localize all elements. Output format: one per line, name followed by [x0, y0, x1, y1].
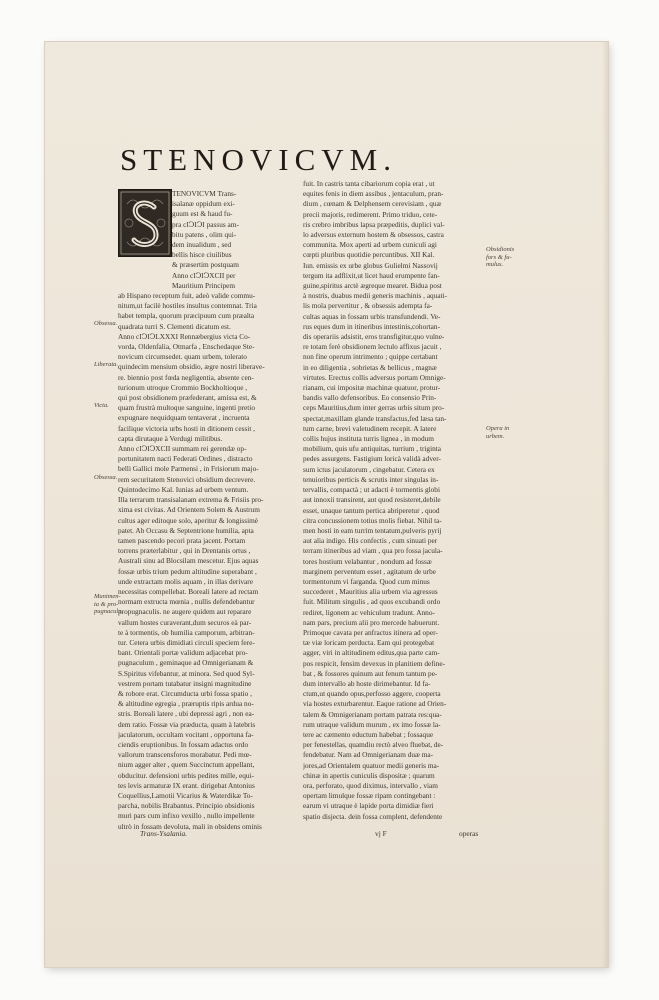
text-line: capta dirutaque à Verdugi militibus. — [118, 433, 223, 443]
text-line: vorda, Oldenfalia, Otmarfa , Enschedaque Ste- — [118, 342, 255, 352]
text-line: nium agger alter , quem Succinctum appellant, — [118, 760, 255, 770]
text-line: & præsertim postquam — [172, 260, 239, 270]
text-line: ctum,ut quando opus,perfosso aggere, cooperta — [303, 689, 441, 699]
text-line: cœpti pluribus quotidie percuntibus. XII Kal. — [303, 250, 435, 260]
text-line: vestrem portam tutabatur insigni magnitudine — [118, 678, 252, 688]
text-line: cultus ager editoque solo, aperitur & longissimè — [118, 515, 259, 525]
text-line: Quintodecimo Kal. Iunias ad urbem ventum. — [118, 484, 249, 494]
text-line: dis operariis adsistit, eros transfigitur,quo vulne- — [303, 332, 445, 342]
text-line: fossæ urbis trium pedum altitudine superabant , — [118, 566, 257, 576]
text-line: fendebatur. Nam ad Omnigerianam duæ ma- — [303, 750, 434, 760]
text-line: isalanæ oppidum exi- — [172, 199, 235, 209]
margin-note-liberata: Liberata. — [94, 361, 119, 368]
text-line: facilique victoria urbs hosti in ditionem cessit , — [118, 423, 255, 433]
text-line: opertam limulque fossæ ripam contingebant : — [303, 791, 436, 801]
text-line: habet templa, quorum præcipuum cum præalta — [118, 311, 255, 321]
text-line: propugnaculis. ne augere quidem aut reparare — [118, 607, 252, 617]
text-line: bat , & fossores quinum aut fenum tantum pe- — [303, 668, 438, 678]
text-line: pos respicit, fensim devexus in planitiem define- — [303, 658, 446, 668]
text-line: tæ viæ loricam perducta. Eam qui protegebat — [303, 638, 435, 648]
text-line: talem & Omnigerianam portam patrata res:qua- — [303, 709, 442, 719]
text-line: TENOVICVM Trans- — [172, 189, 237, 198]
text-line: esset, unaque tantum pertica abriperetur , quod — [303, 505, 440, 515]
text-line: & robore erat. Circumducta urbi fossa spatio , — [118, 688, 252, 698]
text-line: tenuioribus perticis & scrutis inter singulas in- — [303, 474, 439, 484]
text-line: quindecim mensium obsidio, ægre nostri liberave- — [118, 362, 265, 372]
text-line: quadrata turri S. Clementi dicatum est. — [118, 321, 231, 331]
text-line: tergum ita adflixit,ut licet haud erumpente fan- — [303, 270, 440, 280]
catchword-left: Trans-Ysalania. — [140, 829, 188, 838]
text-line: lis mola pervertitur , & obsessis adempta fa- — [303, 301, 433, 311]
text-line: fuit. Militum singulis , ad quos excubandi ordo — [303, 597, 441, 607]
text-line: normam extructa mœnia , nullis defendebantur — [118, 597, 255, 607]
text-line: Iun. emissis ex urbe globus Gulielmi Nassovij — [303, 260, 438, 270]
text-line: tamen pascendo pecori prata jacent. Portam — [118, 535, 246, 545]
text-line: chinæ in apertis cuniculis dispositæ ; quarum — [303, 770, 435, 780]
text-line: ab Hispano receptum fuit, adeò valide commu- — [118, 291, 256, 301]
text-line: re totam ferè obsidionem lectulo affixus jacuit , — [303, 342, 442, 352]
text-line: torrens præterlabitur , qui in Drentanis ortus , — [118, 546, 251, 556]
text-line: bellis hisce ciuilibus — [172, 250, 232, 260]
text-line: Primoque cavata per anfractus itinera ad oper- — [303, 627, 438, 637]
text-line: nam pars, precium alii pro mercede habuerunt. — [303, 617, 440, 627]
margin-note-obsidionis: Obsidionis fors & fu- mulus. — [486, 246, 515, 269]
text-line: qui post obsidionem præfederant, amissa est, & — [118, 393, 257, 403]
text-line: vallum hostes curaverant,dum securos eà par- — [118, 617, 252, 627]
text-line: Mauritium Principem — [172, 280, 236, 290]
text-line: jores,ad Orientalem quatuor medii generis ma- — [303, 760, 440, 770]
text-line: men hosti in eam turrim tentatum,pulveris pyrij — [303, 525, 442, 535]
text-line: portunitatem nacti Federati Ordines , distracto — [118, 454, 253, 464]
text-line: rianam, cui impositæ machinæ quatuor, protur- — [303, 383, 441, 393]
text-line: ris crebro imbribus lapsa præpeditis, duplici val- — [303, 219, 445, 229]
text-line: tum carne, brevi valetudinem recepit. A latere — [303, 423, 437, 433]
text-line: via hostes exturbarentur. Eaque ratione ad Orien- — [303, 699, 447, 709]
text-line: jaculatorum, occultam vocitant , opportuna fa- — [118, 729, 254, 739]
text-line: pedes assurgens. Fastigium loricà validà adver- — [303, 454, 441, 464]
text-line: Illa terrarum transisalanam extrema & Frisiis pro- — [118, 495, 264, 505]
text-line: fuit. In castris tanta cibariorum copia erat , ut — [303, 179, 435, 188]
text-line: pra cIↃIↃI passus am- — [172, 219, 239, 229]
text-line: xima est civitas. Ad Orientem Solem & Austrum — [118, 505, 260, 515]
text-line: ceps Mauritius,dum inter gerras urbis situm pro- — [303, 403, 445, 413]
text-line: communita. Mox aperti ad urbem cuniculi agi — [303, 240, 437, 250]
text-line: Anno cIↃIↃXCII summam rei gerendæ op- — [118, 444, 247, 454]
text-line: dem ratio. Fossæ via præducta, quam à latebris — [118, 719, 256, 729]
text-line: guine,spiritus arctè ægreque mearet. Bidua post — [303, 281, 442, 291]
text-line: muri pars cum infixo vexillo , nullo impellente — [118, 811, 255, 821]
text-line: obducitur. defensioni urbis pedites mille, equi- — [118, 770, 254, 780]
text-line: bandis vallo defensoribus. Eo consensio Prin- — [303, 393, 437, 403]
text-line: ora, perforato, quod diximus, intervallo , viam — [303, 780, 438, 790]
text-line: rum utraque validum murum , ex imo fossæ la- — [303, 719, 441, 729]
text-line: re. biennio post fœda negligentia, absente cen- — [118, 372, 254, 382]
text-line: rem securitatem Stenovici obsidium decrevere. — [118, 474, 256, 484]
text-line: pugnaculum , geminaque ad Omnigerianam & — [118, 658, 254, 668]
text-line: bant. Orientali portæ validum adjacebat pro- — [118, 648, 248, 658]
text-line: per fenestellas, quamdiu rectò alveo fluebat, de- — [303, 740, 444, 750]
text-line: dum intervallo ab hoste dirimebantur. Id fa- — [303, 678, 431, 688]
sheet-edge-shadow — [602, 42, 608, 967]
text-line: non fine operum intrimento ; quippe certabant — [303, 352, 438, 362]
margin-note-munimenta: Munimen- ta & pro- pugnacula. — [94, 593, 124, 616]
text-line: succederet , Mauritius alia urbem via agressus — [303, 587, 438, 597]
text-line: Anno cIↃIↃLXXXI Rennæbergius victa Co- — [118, 331, 251, 341]
text-line: S.Spiritus vifebantur, at minora. Sed quod Syl- — [118, 668, 255, 678]
text-line: tervallis, compactà ; ut adacti è tormentis globi — [303, 485, 440, 495]
page-title: STENOVICVM. — [120, 142, 397, 177]
text-line: mobilium, quis ufu antiquitas, turrium , triginta — [303, 444, 442, 454]
text-line: lo adversus externum hostem & obsessos, castra — [303, 230, 444, 240]
text-line: spatio disjecta. dein fossa complent, defendente — [303, 811, 443, 821]
text-line: tur. Cetera urbis dimidiati circuli speciem fere- — [118, 637, 255, 647]
text-line: te à tormentis, ob humilia camporum, arbitran- — [118, 627, 255, 637]
catchword-right: operas — [459, 829, 479, 838]
text-line: terram itineribus ad viam , qua pro fossa jacula- — [303, 546, 443, 556]
text-line: parcha, nobilis Brabantus. Principio obsidionis — [118, 801, 255, 811]
text-line: precii majoris, redimerent. Primo triduo, cete- — [303, 209, 438, 219]
text-line: rediret, ligonem ac vehiculum tradunt. Anno- — [303, 607, 435, 617]
text-line: belli Gallici mole Parmensi , in Frisiorum majo- — [118, 464, 259, 474]
text-line: Anno cIↃIↃXCII per — [172, 270, 236, 280]
text-line: agger, viri in altitudinem editus,qua parte cam- — [303, 648, 440, 658]
text-line: virtutes. Erectus collis adversus portam Omnige- — [303, 372, 446, 382]
text-line: patet. Ab Occasu & Septentrione humilia, apta — [118, 525, 254, 535]
text-line: unde extractam molis aquam , in illas derivare — [118, 576, 253, 586]
text-line: rus eques dum in itineribus intestinis,cohortan- — [303, 321, 440, 331]
margin-note-obsessa: Obsessa. — [94, 320, 118, 327]
text-line: aut innoxii transirent, aut quod resisteret,debile — [303, 495, 441, 505]
text-line: bitu patens , olim qui- — [172, 229, 237, 239]
text-line: dium , cœnam & Delphensem cerevisiam , quæ — [303, 199, 442, 209]
text-line: tores hostium velabantur , nondum ad fossæ — [303, 556, 432, 566]
text-line: in eo diligentia , sobrietas & bellicus , magnæ — [303, 362, 437, 372]
right-text-column — [303, 179, 481, 822]
left-text-column — [118, 189, 296, 832]
text-line: equites fenis in diem assibus , jentaculum, pran- — [303, 189, 444, 199]
text-line: ultrò in fossam devoluta, mali in obsidens ominis — [118, 821, 262, 831]
text-line: à nostris, duabus medii generis machinis , aquati- — [303, 291, 448, 301]
text-line: stris. Boreali latere , ubi depressi agri , non ea- — [118, 709, 255, 719]
text-line: necessitas compellebat. Boreali latere ad rectam — [118, 586, 259, 596]
text-line: spectat,maxillam glande transfactus,fed læsa tan- — [303, 413, 447, 423]
margin-note-opera: Opera in urbem. — [486, 425, 510, 440]
text-line: nitum,ut facilè hostiles insultus contemnat. Tria — [118, 301, 257, 311]
text-line: earum vi utraque è lapide porta dimidiæ fieri — [303, 801, 434, 811]
text-line: collis hujus instituta turris lignea , in modum — [303, 434, 434, 444]
margin-note-victa: Victa. — [94, 402, 109, 409]
text-line: cultas aquas in fossam urbis transfundendi. Ve- — [303, 311, 441, 321]
text-line: tes levis armaturæ IX erant. dirigebat Antonius — [118, 780, 255, 790]
text-line: aut alia indigo. His confectis , cum sinuati per — [303, 536, 438, 546]
text-line: turionum utroque Crommio Bockholtioque , — [118, 382, 248, 392]
text-line: Coquellius,Lamotii Vicarius & Waterdikæ To- — [118, 790, 253, 800]
text-line: guum est & haud fu- — [172, 209, 233, 219]
text-line: expugnare nequidquam tentaverat , incruenta — [118, 413, 250, 423]
text-line: quam frustrà multoque sanguine, ingenti pretio — [118, 403, 255, 413]
text-line: ciendis eruptionibus. In fossam adactus ordo — [118, 739, 249, 749]
text-line: citra concussionem totius molis fiebat. Nihil ta- — [303, 515, 442, 525]
text-line: sum ictus jaculatorum , cingebatur. Cetera ex — [303, 464, 435, 474]
margin-note-obsessa-2: Obsessa. — [94, 474, 118, 481]
text-line: novicum circumsedet. quam urbem, tolerato — [118, 352, 247, 362]
text-line: Australi sinu ad Blocsilam mescetur. Ejus aquas — [118, 556, 259, 566]
signature-mark: vj F — [375, 829, 387, 838]
text-line: dem inualidum , sed — [172, 240, 232, 250]
text-line: tormentorum vi farganda. Quod cum minus — [303, 576, 430, 586]
text-line: vallorum transcensforos morabatur. Pedi mœ- — [118, 750, 252, 760]
text-line: marginem perventum esset , agitatum de urbe — [303, 566, 436, 576]
text-line: tere ac cæmento eductum habebat ; fossaque — [303, 729, 434, 739]
text-line: & altitudine egregia , præruptis ripis ardua no- — [118, 699, 254, 709]
